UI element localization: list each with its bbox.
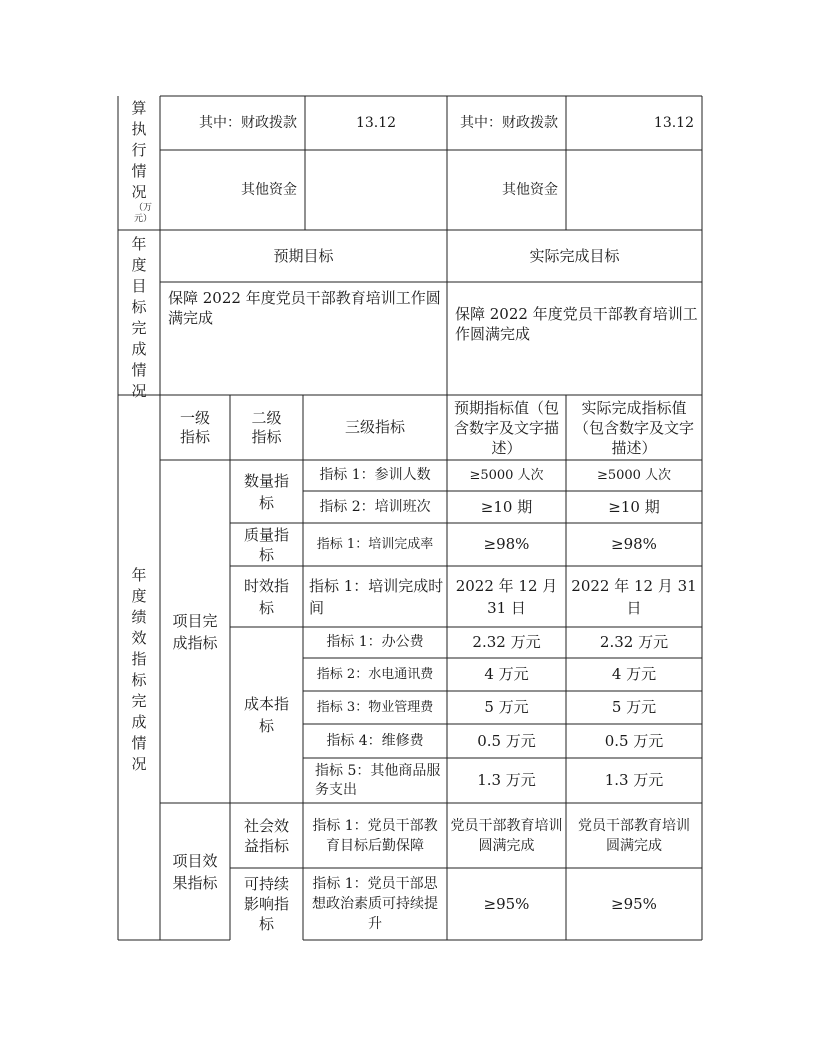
annual-goal-label: [124, 234, 154, 402]
actual-goal-text: 保障 2022 年度党员干部教育培训工作圆满完成: [455, 305, 698, 343]
actual-goal-header: 实际完成目标: [529, 246, 620, 265]
budget-row1-name-left: 其中：财政拨款: [199, 114, 297, 131]
expected-office-cost: 2.32 万元: [472, 633, 541, 651]
expected-utilities-cost: 4 万元: [484, 665, 529, 683]
expected-logistics-support: 党员干部教育培训圆满完成: [450, 817, 563, 854]
level1-project-effect-text: 项目效果指标: [172, 851, 218, 892]
indicator-office-cost: 指标 1：办公费: [326, 634, 424, 650]
expected-maintenance-cost: 0.5 万元: [477, 731, 536, 750]
header-expected: 预期指标值（包含数字及文字描述）: [453, 398, 559, 457]
indicator-political-quality: 指标 1：党员干部思想政治素质可持续提升: [312, 876, 438, 932]
actual-classes: ≥10 期: [608, 497, 660, 516]
level2-cost-text: 成本指标: [243, 695, 289, 735]
budget-row1-name-right: 其中：财政拨款: [460, 114, 558, 131]
budget-row2-name-left: 其他资金: [241, 181, 297, 198]
level2-quantity: [230, 460, 303, 523]
actual-completion-time: 2022 年 12 月 31 日: [571, 576, 697, 617]
indicator-completion-rate: 指标 1：培训完成率: [316, 537, 434, 552]
level2-social-benefit-text: 社会效益指标: [243, 816, 289, 855]
indicator-participants: 指标 1：参训人数: [319, 467, 431, 483]
expected-other-goods-cost: 1.3 万元: [477, 771, 536, 789]
actual-participants: ≥5000 人次: [596, 468, 672, 483]
level2-timeliness-text: 时效指标: [243, 576, 289, 617]
level2-quality: [230, 523, 303, 566]
indicator-other-goods-cost: 指标 5：其他商品服务支出: [315, 762, 441, 798]
indicator-property-cost: 指标 3：物业管理费: [316, 700, 434, 715]
expected-goal-text: 保障 2022 年度党员干部教育培训工作圆满完成: [168, 289, 441, 327]
level2-sustainable: [230, 868, 303, 940]
expected-completion-rate: ≥98%: [483, 535, 530, 553]
level2-timeliness: [230, 566, 303, 627]
level1-project-completion: [160, 460, 230, 803]
budget-row1-value-right: 13.12: [653, 114, 694, 131]
indicator-maintenance-cost: 指标 4：维修费: [326, 732, 424, 749]
level2-quality-text: 质量指标: [243, 525, 289, 564]
indicator-completion-time: 指标 1：培训完成时间: [309, 576, 444, 617]
budget-row2-value-right: [566, 150, 702, 230]
header-level3: 三级指标: [344, 418, 405, 436]
level1-project-completion-text: 项目完成指标: [172, 611, 218, 652]
budget-unit-text: （万元）: [134, 203, 153, 224]
expected-political-quality: ≥95%: [483, 894, 530, 913]
indicator-classes: 指标 2：培训班次: [319, 498, 431, 515]
actual-political-quality: ≥95%: [611, 894, 657, 913]
indicator-utilities-cost: 指标 2：水电通讯费: [316, 667, 434, 682]
performance-label: [124, 565, 154, 775]
budget-row1-value-left: 13.12: [355, 114, 397, 131]
budget-label-text: 算执行情况: [131, 99, 147, 201]
expected-property-cost: 5 万元: [484, 698, 529, 716]
budget-section-label: [124, 98, 154, 225]
expected-completion-time: 2022 年 12 月 31 日: [455, 576, 558, 617]
header-level2-text: 二级指标: [251, 408, 282, 446]
actual-logistics-support: 党员干部教育培训圆满完成: [578, 817, 690, 854]
level2-sustainable-text: 可持续影响指标: [243, 875, 289, 933]
annual-goal-label-text: 年度目标完成情况: [131, 235, 147, 400]
level2-quantity-text: 数量指标: [243, 471, 289, 512]
actual-property-cost: 5 万元: [611, 698, 657, 716]
level2-social-benefit: [230, 803, 303, 868]
actual-completion-rate: ≥98%: [611, 535, 657, 553]
level1-project-effect: [160, 803, 230, 940]
expected-goal-header: 预期目标: [273, 246, 334, 265]
header-level1: [160, 395, 230, 460]
budget-row2-name-right: 其他资金: [502, 181, 558, 198]
performance-label-text: 年度绩效指标完成情况: [131, 566, 147, 773]
expected-classes: ≥10 期: [480, 497, 533, 516]
header-level2: [230, 395, 303, 460]
header-level1-text: 一级指标: [179, 408, 210, 446]
actual-maintenance-cost: 0.5 万元: [604, 731, 664, 750]
actual-utilities-cost: 4 万元: [611, 665, 657, 683]
level2-cost: [230, 627, 303, 803]
expected-participants: ≥5000 人次: [469, 468, 544, 483]
indicator-logistics-support: 指标 1：党员干部教育目标后勤保障: [312, 817, 438, 854]
header-actual: 实际完成指标值（包含数字及文字描述）: [573, 398, 694, 457]
actual-office-cost: 2.32 万元: [599, 633, 669, 651]
budget-row2-value-left: [305, 150, 447, 230]
actual-other-goods-cost: 1.3 万元: [604, 771, 664, 789]
